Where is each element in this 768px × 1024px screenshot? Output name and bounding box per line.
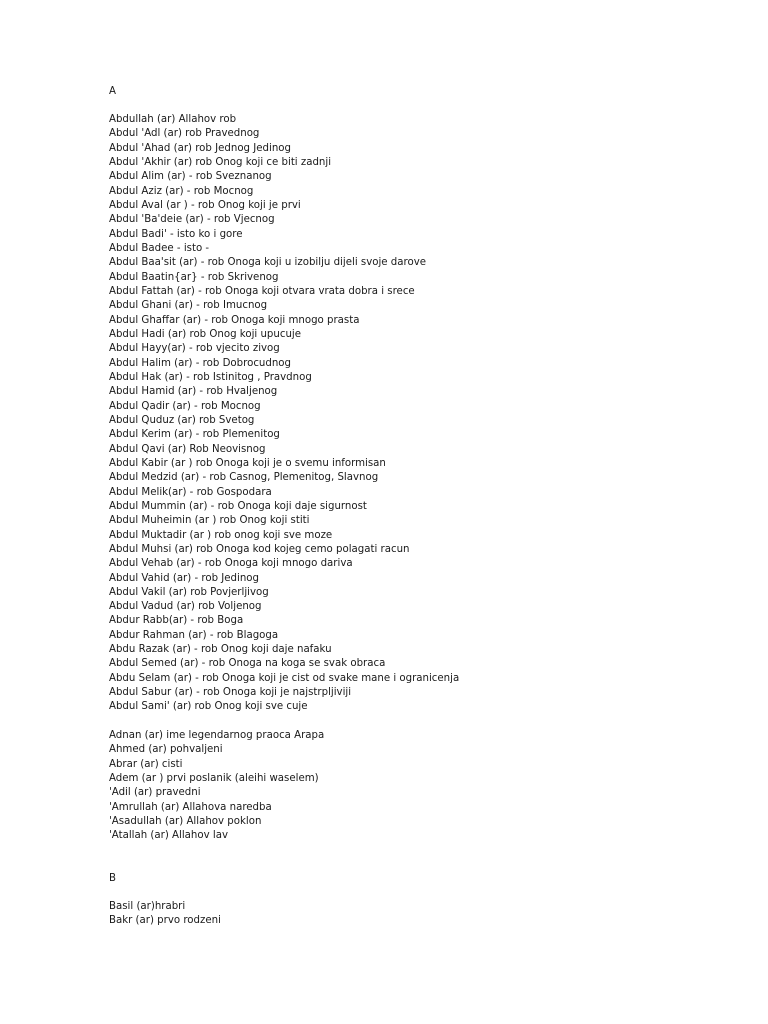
name-entry: Abdur Rabb(ar) - rob Boga: [109, 615, 244, 627]
name-entry: Bakr (ar) prvo rodzeni: [109, 915, 221, 927]
names-list-b1: [109, 900, 221, 929]
name-entry: Basil (ar)hrabri: [109, 901, 186, 912]
name-entry: Abdul Baatin{ar} - rob Skrivenog: [109, 271, 279, 283]
name-entry: 'Adil (ar) pravedni: [109, 787, 201, 799]
name-entry: Abdul Muheimin (ar ) rob Onog koji stiti: [109, 515, 310, 527]
name-entry: Abdul Hak (ar) - rob Istinitog , Pravdnog: [109, 371, 312, 383]
name-entry: Abdul Vahid (ar) - rob Jedinog: [109, 572, 260, 584]
name-entry: Abdul 'Ba'deie (ar) - rob Vjecnog: [109, 214, 275, 226]
name-entry: Abdul Hayy(ar) - rob vjecito zivog: [109, 343, 280, 355]
name-entry: Abdul Aval (ar ) - rob Onog koji je prvi: [109, 199, 301, 211]
name-entry: Abdul Muhsi (ar) rob Onoga kod kojeg cemo polagati racun: [109, 543, 410, 555]
name-entry: Abdul Sabur (ar) - rob Onoga koji je najstrpljiviji: [109, 687, 352, 699]
name-entry: Abdu Razak (ar) - rob Onog koji daje nafaku: [109, 644, 332, 656]
name-entry: Abdur Rahman (ar) - rob Blagoga: [109, 629, 279, 641]
name-entry: Abdul Ghani (ar) - rob Imucnog: [109, 300, 268, 312]
name-entry: Abdul Alim (ar) - rob Sveznanog: [109, 171, 272, 183]
name-entry: 'Amrullah (ar) Allahova naredba: [109, 801, 272, 813]
name-entry: Abdul Ghaffar (ar) - rob Onoga koji mnogo prasta: [109, 314, 360, 326]
name-entry: Abdul Muktadir (ar ) rob onog koji sve moze: [109, 529, 333, 541]
name-entry: Abdul Kabir (ar ) rob Onoga koji je o svemu informisan: [109, 457, 386, 469]
name-entry: Abdul Mummin (ar) - rob Onoga koji daje sigurnost: [109, 500, 367, 512]
name-entry: Abdul Hadi (ar) rob Onog koji upucuje: [109, 328, 302, 340]
name-entry: 'Asadullah (ar) Allahov poklon: [109, 815, 262, 827]
name-entry: Abdul Semed (ar) - rob Onoga na koga se svak obraca: [109, 658, 386, 670]
section-letter-b: B: [109, 873, 116, 884]
name-entry: Abdul Quduz (ar) rob Svetog: [109, 414, 255, 426]
name-entry: 'Atallah (ar) Allahov lav: [109, 830, 228, 842]
name-entry: Abdu Selam (ar) - rob Onoga koji je cist od svake mane i ogranicenja: [109, 672, 460, 684]
name-entry: Abdul 'Akhir (ar) rob Onog koji ce biti zadnji: [109, 156, 332, 168]
name-entry: Abdul Medzid (ar) - rob Casnog, Plemenitog, Slavnog: [109, 472, 379, 484]
name-entry: Adnan (ar) ime legendarnog praoca Arapa: [109, 730, 325, 741]
name-entry: Abdul Qadir (ar) - rob Mocnog: [109, 400, 261, 412]
names-list-a2: [109, 729, 324, 844]
name-entry: Abdul Hamid (ar) - rob Hvaljenog: [109, 386, 278, 398]
name-entry: Abdul Kerim (ar) - rob Plemenitog: [109, 429, 280, 441]
name-entry: Abdul Vadud (ar) rob Voljenog: [109, 601, 262, 613]
name-entry: Abdul Vehab (ar) - rob Onoga koji mnogo dariva: [109, 558, 353, 570]
name-entry: Abdul Aziz (ar) - rob Mocnog: [109, 185, 254, 197]
name-entry: Adem (ar ) prvi poslanik (aleihi waselem): [109, 772, 319, 784]
name-entry: Abdul Badee - isto -: [109, 242, 210, 254]
name-entry: Ahmed (ar) pohvaljeni: [109, 744, 223, 756]
name-entry: Abdul Fattah (ar) - rob Onoga koji otvara vrata dobra i srece: [109, 285, 415, 297]
name-entry: Abdul Qavi (ar) Rob Neovisnog: [109, 443, 266, 455]
name-entry: Abrar (ar) cisti: [109, 758, 183, 770]
names-list-a1: [109, 113, 459, 715]
name-entry: Abdul Vakil (ar) rob Povjerljivog: [109, 586, 269, 598]
name-entry: Abdul Badi' - isto ko i gore: [109, 228, 243, 240]
name-entry: Abdul Melik(ar) - rob Gospodara: [109, 486, 272, 498]
name-entry: Abdul Baa'sit (ar) - rob Onoga koji u izobilju dijeli svoje darove: [109, 257, 426, 269]
section-letter-a: A: [109, 86, 116, 97]
name-entry: Abdullah (ar) Allahov rob: [109, 114, 237, 125]
name-entry: Abdul Sami' (ar) rob Onog koji sve cuje: [109, 701, 308, 713]
name-entry: Abdul 'Adl (ar) rob Pravednog: [109, 128, 260, 140]
name-entry: Abdul Halim (ar) - rob Dobrocudnog: [109, 357, 292, 369]
name-entry: Abdul 'Ahad (ar) rob Jednog Jedinog: [109, 142, 291, 154]
